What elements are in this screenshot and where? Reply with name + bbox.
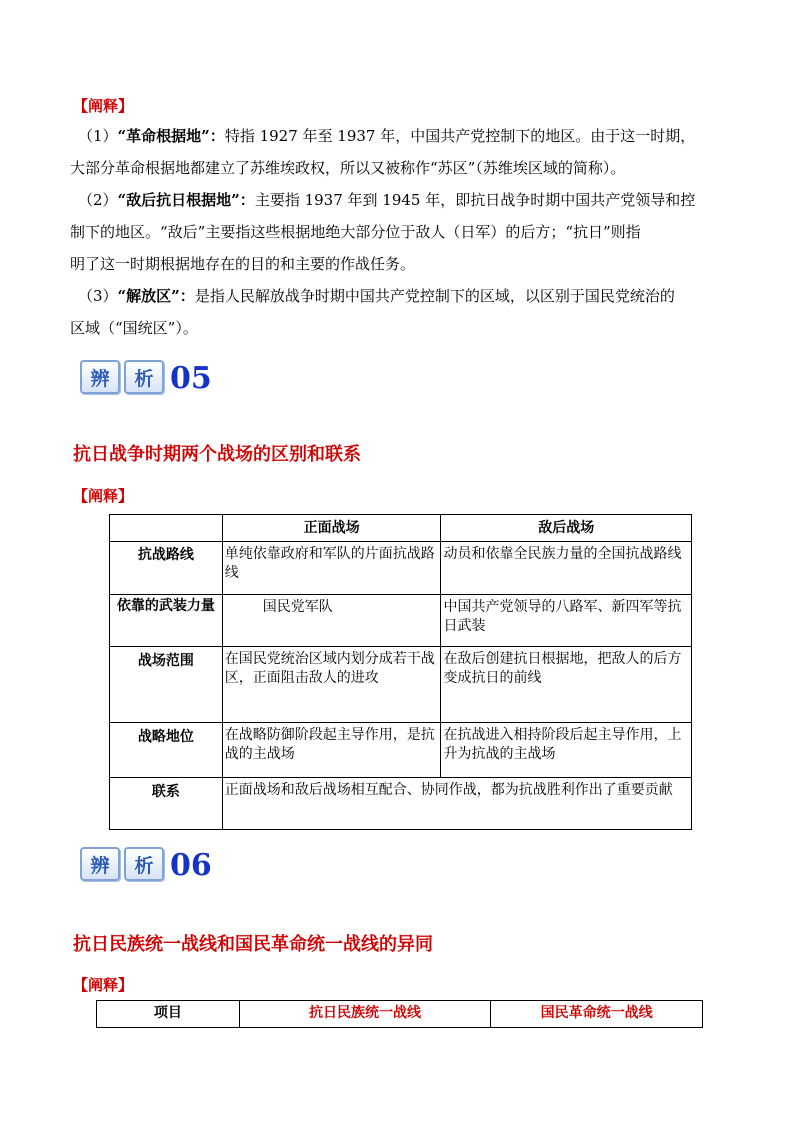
table-row <box>110 542 692 595</box>
table-header-cell: 项目 <box>97 1001 240 1028</box>
front-cell: 国民党军队 <box>222 595 441 647</box>
link-cell: 正面战场和敌后战场相互配合、协同作战，都为抗战胜利作出了重要贡献 <box>222 778 691 830</box>
table-header-cell: 正面战场 <box>222 515 441 542</box>
row-label: 抗战路线 <box>110 542 223 595</box>
battlefield-comparison-table <box>109 514 692 830</box>
row-label: 联系 <box>110 778 223 830</box>
table-header-cell: 敌后战场 <box>441 515 692 542</box>
explanation-bracket: 【阐释】 <box>73 976 134 994</box>
item-term: “解放区”： <box>117 287 195 305</box>
item-text: 大部分革命根据地都建立了苏维埃政权，所以又被称作“苏区”（苏维埃区域的简称）。 <box>70 159 626 177</box>
badge-char-xi: 析 <box>124 360 164 394</box>
item-text: 区域（“国统区”）。 <box>70 319 198 337</box>
table-row-link <box>110 778 692 830</box>
front-cell: 在战略防御阶段起主导作用，是抗战的主战场 <box>222 723 441 778</box>
badge-char-bian: 辨 <box>80 847 120 881</box>
table-header-cell <box>110 515 223 542</box>
row-label: 战场范围 <box>110 647 223 723</box>
badge-number: 06 <box>170 848 212 883</box>
explanation-item-2 <box>70 184 718 280</box>
section-title-06: 抗日民族统一战线和国民革命统一战线的异同 <box>73 934 433 955</box>
item-text: 主要指 1937 年到 1945 年，即抗日战争时期中国共产党领导和控 <box>254 191 696 209</box>
table-header-row <box>110 515 692 542</box>
table-header-row <box>97 1001 703 1028</box>
item-text: 制下的地区。“敌后”主要指这些根据地绝大部分位于敌人（日军）的后方；“抗日”则指 <box>70 223 641 241</box>
row-label: 战略地位 <box>110 723 223 778</box>
section-title-05: 抗日战争时期两个战场的区别和联系 <box>73 444 361 465</box>
explanation-bracket: 【阐释】 <box>73 487 134 505</box>
analysis-badge-06 <box>80 847 212 881</box>
item-number: （3） <box>78 287 118 305</box>
table-row <box>110 723 692 778</box>
rear-cell: 在敌后创建抗日根据地，把敌人的后方变成抗日的前线 <box>441 647 692 723</box>
table-header-cell: 抗日民族统一战线 <box>239 1001 491 1028</box>
table-header-cell: 国民革命统一战线 <box>491 1001 703 1028</box>
analysis-badge-05 <box>80 360 212 394</box>
rear-cell: 动员和依靠全民族力量的全国抗战路线 <box>441 542 692 595</box>
badge-number: 05 <box>170 361 212 396</box>
united-front-comparison-table <box>96 1000 703 1028</box>
item-number: （2） <box>78 191 118 209</box>
item-number: （1） <box>78 127 118 145</box>
rear-cell: 中国共产党领导的八路军、新四军等抗日武装 <box>441 595 692 647</box>
rear-cell: 在抗战进入相持阶段后起主导作用，上升为抗战的主战场 <box>441 723 692 778</box>
explanation-item-3 <box>70 280 718 344</box>
front-cell: 单纯依靠政府和军队的片面抗战路线 <box>222 542 441 595</box>
explanation-item-1 <box>70 120 718 184</box>
item-text: 是指人民解放战争时期中国共产党控制下的区域，以区别于国民党统治的 <box>194 287 675 305</box>
table-row <box>110 595 692 647</box>
item-term: “敌后抗日根据地”： <box>117 191 255 209</box>
explanation-bracket: 【阐释】 <box>73 97 134 115</box>
table-row <box>110 647 692 723</box>
row-label: 依靠的武装力量 <box>110 595 223 647</box>
badge-char-bian: 辨 <box>80 360 120 394</box>
item-text: 特指 1927 年至 1937 年，中国共产党控制下的地区。由于这一时期， <box>224 127 696 145</box>
item-text: 明了这一时期根据地存在的目的和主要的作战任务。 <box>70 255 416 273</box>
front-cell: 在国民党统治区域内划分成若干战区，正面阻击敌人的进攻 <box>222 647 441 723</box>
badge-char-xi: 析 <box>124 847 164 881</box>
item-term: “革命根据地”： <box>117 127 225 145</box>
